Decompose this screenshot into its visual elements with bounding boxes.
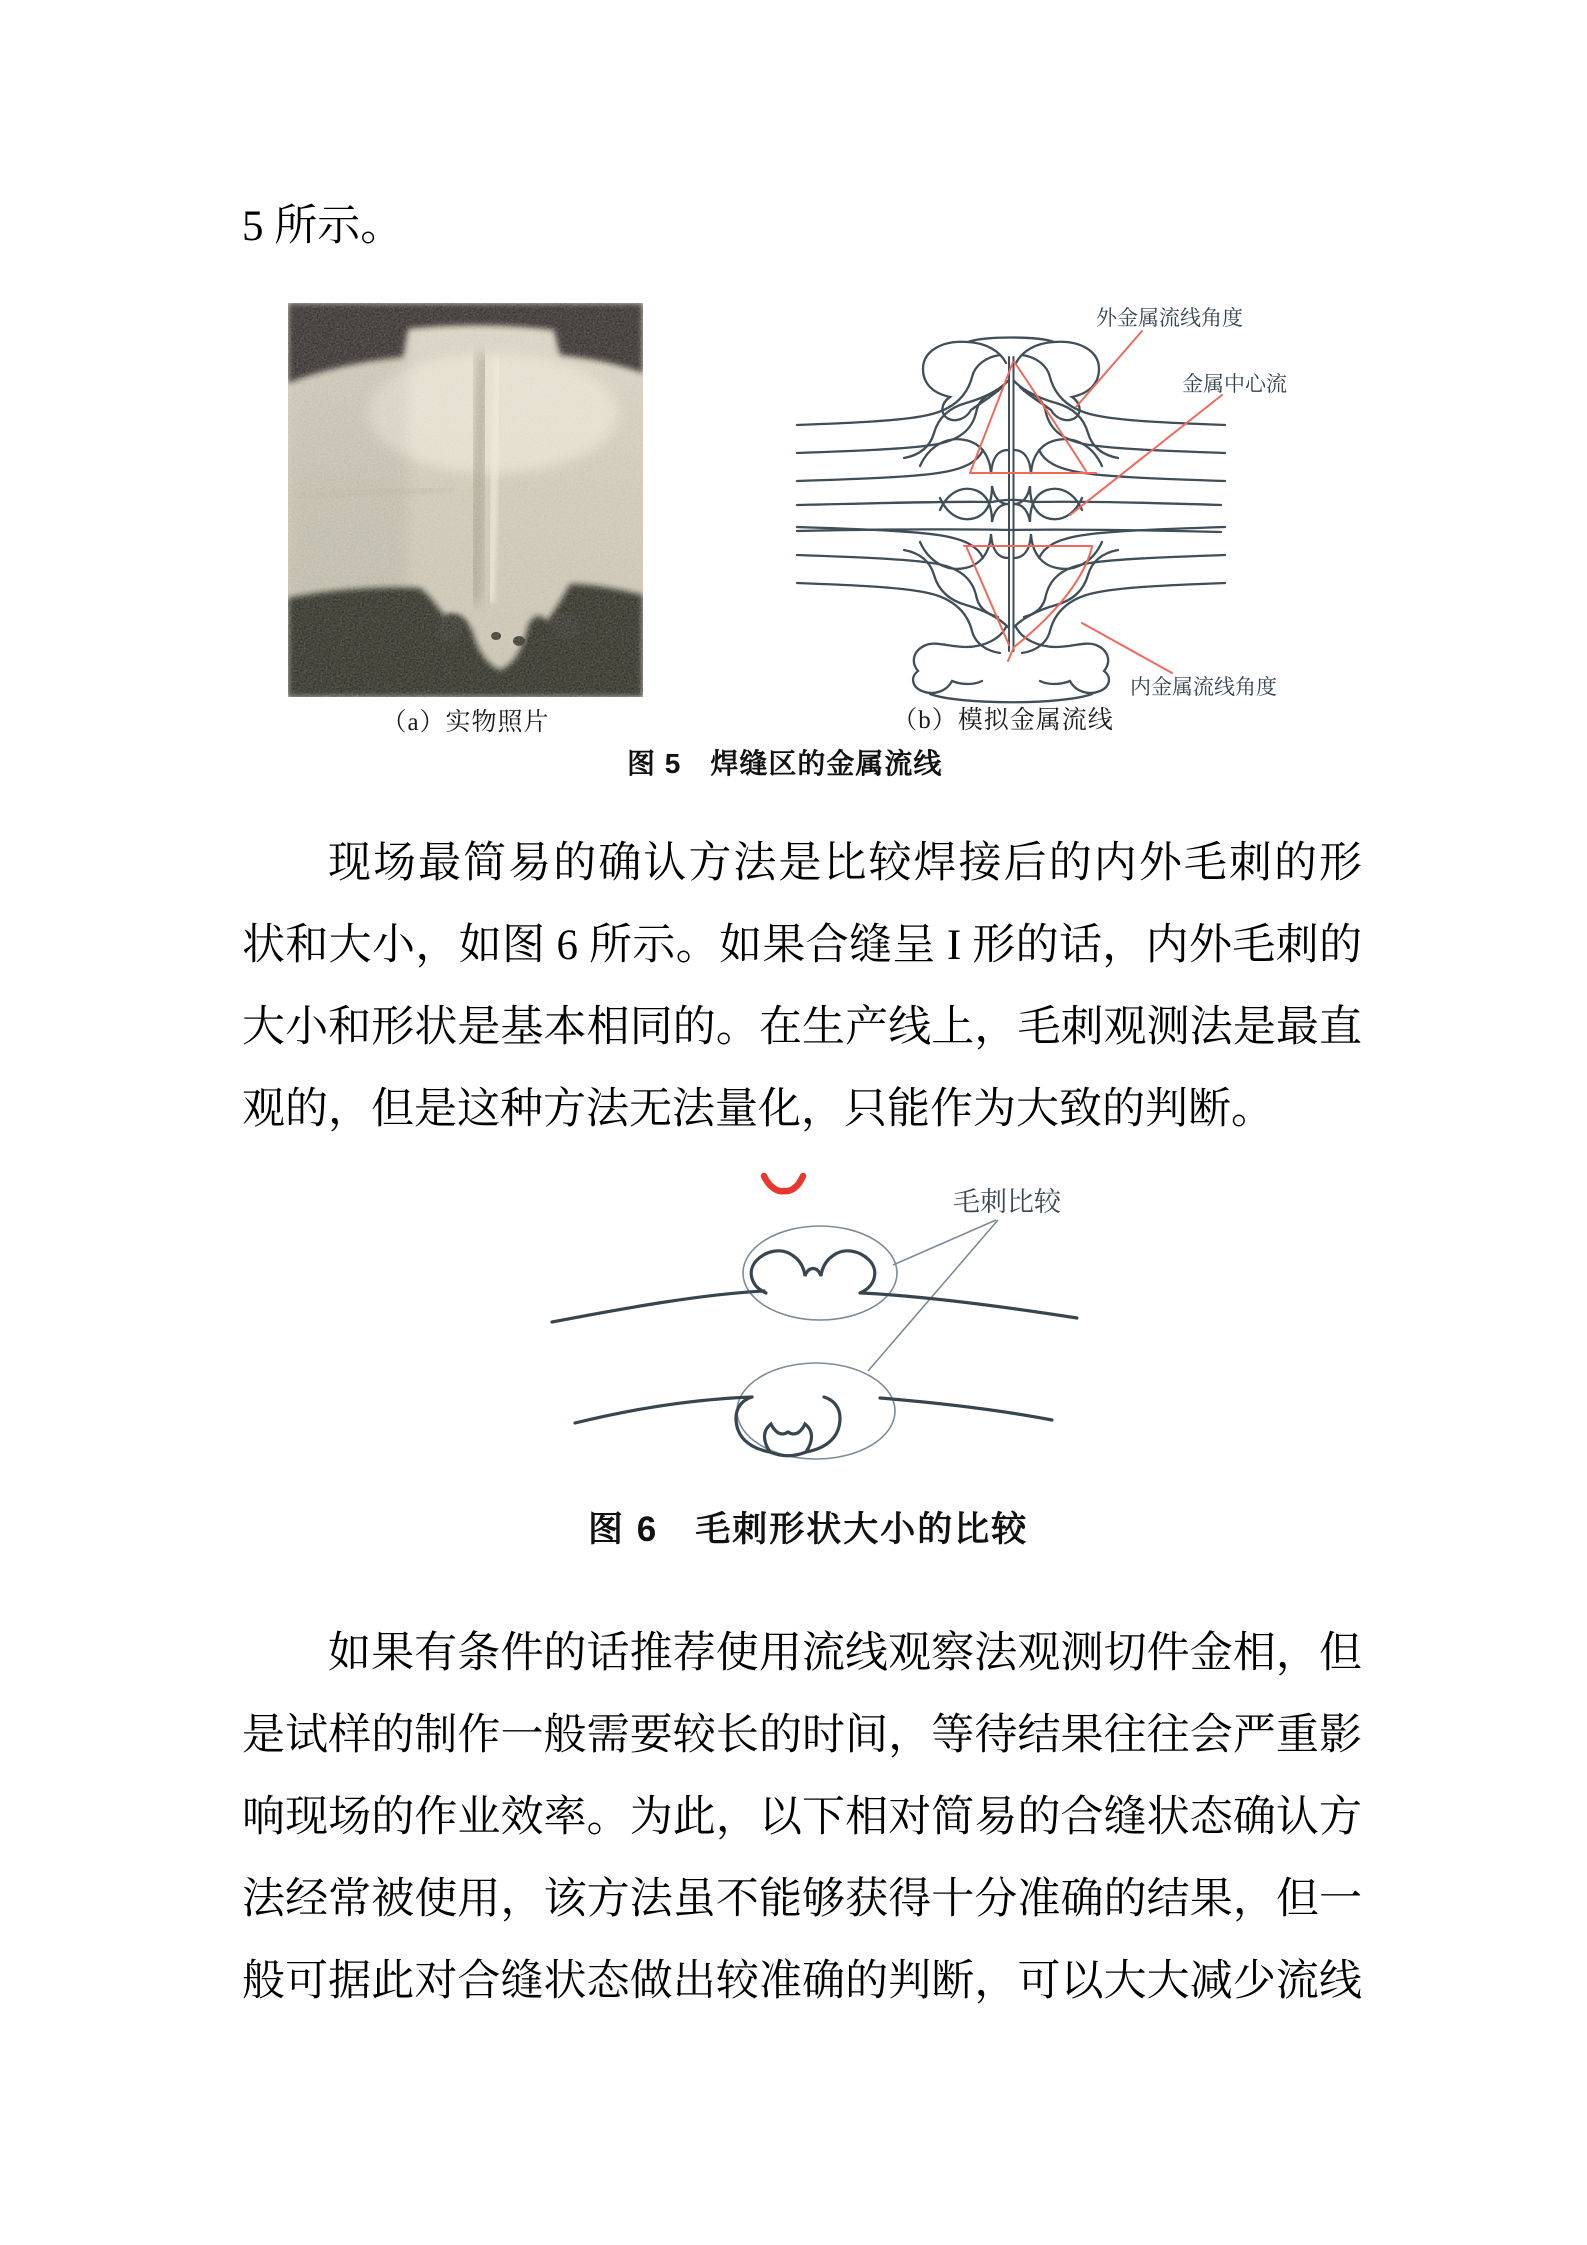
paragraph-1: [242, 823, 1362, 1151]
paragraph-line: 是试样的制作一般需要较长的时间，等待结果往往会严重影: [242, 1712, 1362, 1759]
center-flow-label: 金属中心流: [1182, 372, 1287, 396]
flow-quadrant: [797, 355, 1008, 522]
flow-lines: [797, 338, 1225, 703]
paragraph-line: 如果有条件的话推荐使用流线观察法观测切件金相，但: [328, 1630, 1362, 1677]
figure5b-caption: （b）模拟金属流线: [892, 707, 1114, 734]
inner-burr-circle: [737, 1363, 895, 1459]
outer-surface-right: [862, 1293, 1077, 1318]
paragraph-line: 般可据此对合缝状态做出较准确的判断，可以大大减少流线: [242, 1958, 1362, 2005]
leader-to-outer-burr: [893, 1220, 996, 1265]
inner-angle-leader: [1082, 623, 1172, 673]
inner-burr-shape: [736, 1397, 840, 1452]
paragraph-line: 法经常被使用，该方法虽不能够获得十分准确的结果，但一: [242, 1876, 1362, 1923]
burr-comparison-diagram: [480, 1160, 1140, 1460]
paragraph-line: 状和大小，如图 6 所示。如果合缝呈 I 形的话，内外毛刺的: [242, 922, 1362, 969]
tube-surfaces: [552, 1251, 1077, 1456]
burr-compare-label: 毛刺比较: [953, 1187, 1061, 1217]
red-check-mark: [764, 1176, 803, 1191]
inner-surface-right: [880, 1398, 1052, 1420]
outer-angle-leader: [1076, 331, 1142, 407]
outer-angle-left-leg: [970, 362, 1013, 473]
paragraph-line: 现场最简易的确认方法是比较焊接后的内外毛刺的形: [328, 840, 1362, 887]
inner-burr-cap: [913, 627, 1109, 702]
inner-angle-label: 内金属流线角度: [1130, 675, 1277, 699]
paragraph-2: [242, 1613, 1362, 2023]
intro-text: 5 所示。: [242, 203, 404, 250]
inner-surface-left: [575, 1397, 752, 1423]
paragraph-line: 大小和形状是基本相同的。在生产线上，毛刺观测法是最直: [242, 1004, 1362, 1051]
outer-surface-left: [552, 1291, 764, 1322]
photo-grain-texture: [288, 303, 643, 697]
center-flow-leader: [1070, 395, 1222, 515]
paragraph-line: 响现场的作业效率。为此，以下相对简易的合缝状态确认方: [242, 1794, 1362, 1841]
outer-angle-label: 外金属流线角度: [1096, 306, 1243, 330]
outer-burr-shape: [751, 1251, 875, 1293]
figure5a-caption: （a）实物照片: [381, 709, 550, 736]
figure6-caption: 图 6 毛刺形状大小的比较: [588, 1510, 1029, 1549]
callout-lines: [737, 1220, 998, 1459]
paragraph-line: 观的，但是这种方法无法量化，只能作为大致的判断。: [242, 1086, 1274, 1133]
weld-photo: [288, 303, 643, 697]
inner-burr-bottom: [770, 1452, 806, 1456]
figure5-caption: 图 5 焊缝区的金属流线: [627, 748, 943, 779]
flow-line-diagram: [770, 295, 1310, 740]
